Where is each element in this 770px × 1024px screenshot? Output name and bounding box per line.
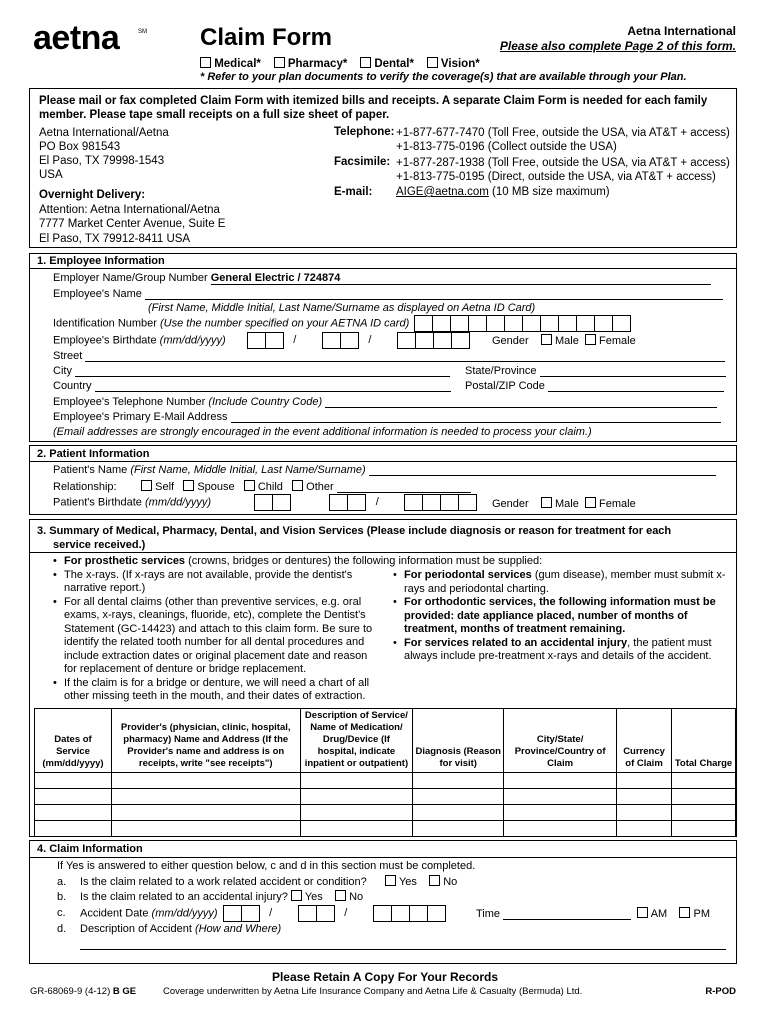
claim-question-a [57,875,457,888]
accident-yes-checkbox[interactable] [291,890,302,901]
yes-label: Yes [398,876,417,888]
date-separator: / [344,907,348,920]
postal-input[interactable] [548,381,724,392]
address-line: USA [39,169,63,181]
employee-email-hint: (Email addresses are strongly encouraged in the event additional information is needed to process your claim.) [53,426,592,438]
employer-input[interactable]: General Electric / 724874 [211,272,711,285]
street-label: Street [53,350,83,362]
email-note: (10 MB size maximum) [488,186,610,198]
date-separator: / [293,334,297,347]
form-code [30,986,136,997]
am-checkbox[interactable] [637,907,648,918]
col-currency: Currency of Claim [617,709,672,773]
dental-checkbox[interactable] [360,57,371,68]
question-text: Description of Accident [80,923,192,935]
patient-female-checkbox[interactable] [585,497,596,508]
patient-name-input[interactable] [369,465,716,476]
question-letter: a. [57,876,67,888]
id-hint: (Use the number specified on your AETNA ID card) [160,317,410,330]
vision-checkbox[interactable] [427,57,438,68]
patient-name-row [53,464,716,476]
page-title: Claim Form [200,24,333,51]
col-description: Description of Service/ Name of Medication/ Drug/Device (If hospital, indicate inpatient or outpatient) [300,709,413,773]
address-line: 7777 Market Center Avenue, Suite E [39,218,226,230]
city-input[interactable] [75,366,450,377]
coverage-options [200,57,480,70]
patient-name-label: Patient's Name [53,464,128,476]
underwriter-note: Coverage underwritten by Aetna Life Insurance Company and Aetna Life & Casualty (Bermuda) Ltd. [163,986,583,997]
vision-label: Vision* [440,58,480,70]
accident-day[interactable] [298,905,335,922]
employee-gender [492,334,636,347]
patient-birthdate-hint: (mm/dd/yyyy) [145,496,211,509]
relationship-label: Relationship: [53,481,117,493]
logo-service-mark: SM [138,29,147,35]
birthdate-hint: (mm/dd/yyyy) [159,334,226,347]
patient-name-hint: (First Name, Middle Initial, Last Name/Surname) [130,464,366,476]
claim-section-title: 4. Claim Information [37,843,143,855]
form-flags: B GE [112,986,137,997]
overnight-address [39,188,225,246]
employee-name-input[interactable] [145,289,723,300]
employee-phone-row [53,396,717,408]
email-label: E-mail: [334,186,373,198]
rpod-code: R-POD [705,986,736,997]
pharmacy-checkbox[interactable] [274,57,285,68]
spouse-checkbox[interactable] [183,480,194,491]
address-line: Attention: Aetna International/Aetna [39,203,220,216]
self-checkbox[interactable] [141,480,152,491]
employee-email-input[interactable] [231,412,721,423]
col-location: City/State/ Province/Country of Claim [504,709,617,773]
employee-name-hint: (First Name, Middle Initial, Last Name/Surname as displayed on Aetna ID Card) [148,302,536,314]
services-table [34,708,736,837]
pharmacy-label: Pharmacy* [287,58,348,70]
fax-label: Facsimile: [334,156,391,168]
pm-checkbox[interactable] [679,907,690,918]
form-code-text: GR-68069-9 (4-12) [30,986,111,997]
question-text: Is the claim related to an accidental injury? [80,891,288,903]
phone-line: +1-813-775-0196 (Collect outside the USA) [396,141,617,153]
mailing-address [39,126,169,182]
claim-question-b [57,890,363,903]
fax-line: +1-877-287-1938 (Toll Free, outside the USA, via AT&T + access) [396,157,730,169]
id-number-boxes[interactable] [414,315,631,332]
question-letter: b. [57,891,67,903]
other-checkbox[interactable] [292,480,303,491]
country-row [53,380,451,392]
city-label: City [53,365,72,377]
city-row [53,365,450,377]
table-header-row [35,709,736,773]
address-line: El Paso, TX 79912-8411 USA [39,232,191,245]
services-title-line: service received.) [53,539,146,551]
employer-row [53,272,727,285]
birthdate-label: Employee's Birthdate [53,334,157,347]
employer-label: Employer Name/Group Number [53,272,208,284]
email-link[interactable]: AIGE@aetna.com [396,186,489,198]
employee-email-row [53,411,721,423]
patient-gender [492,497,636,510]
employee-email-label: Employee's Primary E-Mail Address [53,411,228,423]
question-text: Is the claim related to a work related accident or condition? [80,876,367,888]
street-row [53,350,725,362]
relationship-row [53,480,471,493]
col-total: Total Charge [672,709,736,773]
question-letter: d. [57,923,67,935]
work-related-yes-checkbox[interactable] [385,875,396,886]
accident-date-hint: (mm/dd/yyyy) [151,907,218,920]
org-name: Aetna International [627,24,736,38]
telephone-numbers [396,126,730,154]
accident-description-line[interactable] [80,949,726,950]
other-label: Other [306,481,334,493]
fax-numbers [396,156,730,184]
medical-checkbox[interactable] [200,57,211,68]
postal-label: Postal/ZIP Code [465,380,545,392]
accident-year[interactable] [373,905,446,922]
id-number-row [53,315,631,332]
male-label: Male [555,335,579,347]
coverage-note: * Refer to your plan documents to verify the coverage(s) that are available through your Plan. [200,71,687,83]
male-label: Male [555,498,579,510]
overnight-label: Overnight Delivery: [39,189,146,201]
accident-month[interactable] [223,905,260,922]
employee-female-checkbox[interactable] [585,334,596,345]
table-row[interactable] [35,789,736,805]
bullet-item: • For periodontal services (gum disease), member must submit x-rays and periodontal charting. [392,569,728,596]
employee-birthdate-row [53,332,470,349]
spouse-label: Spouse [197,481,235,493]
employee-name-row [53,288,727,300]
gender-label: Gender [492,335,529,347]
patient-birth-day[interactable] [329,494,366,511]
patient-birth-year[interactable] [404,494,477,511]
services-left-bullets [52,555,543,704]
services-title-line: 3. Summary of Medical, Pharmacy, Dental, and Vision Services (Please include diagnosis or reason for treatment for each [37,525,672,537]
yes-label: Yes [304,891,323,903]
date-separator: / [269,907,273,920]
services-right-bullets [392,569,728,664]
bullet-item: • For orthodontic services, the following information must be provided: date appliance placed, number of months of treatment, months of treatment remaining. [392,596,728,637]
self-label: Self [155,481,175,493]
services-section-title [37,524,732,552]
no-label: No [349,891,364,903]
employee-phone-input[interactable] [325,397,717,408]
patient-section-title: 2. Patient Information [37,448,150,460]
street-input[interactable] [85,351,725,362]
other-relationship-input[interactable] [337,482,471,493]
fax-line: +1-813-775-0195 (Direct, outside the USA, via AT&T + access) [396,171,716,183]
am-label: AM [650,908,668,920]
retain-copy-note: Please Retain A Copy For Your Records [271,970,499,984]
postal-row [465,380,724,392]
dental-label: Dental* [374,58,414,70]
date-separator: / [368,334,372,347]
female-label: Female [599,335,636,347]
employee-name-label: Employee's Name [53,288,142,300]
country-label: Country [53,380,92,392]
work-related-no-checkbox[interactable] [429,875,440,886]
question-text: Accident Date [80,907,149,920]
telephone-label: Telephone: [334,126,395,138]
description-hint: (How and Where) [194,923,282,935]
aetna-logo: aetna [33,19,120,57]
address-line: Aetna International/Aetna [39,127,169,139]
address-line: PO Box 981543 [39,141,121,153]
patient-male-checkbox[interactable] [541,497,552,508]
phone-line: +1-877-677-7470 (Toll Free, outside the USA, via AT&T + access) [396,127,730,139]
gender-label: Gender [492,498,529,510]
date-separator: / [375,496,379,509]
table-row[interactable] [35,773,736,789]
claim-question-d [57,923,281,935]
col-dates: Dates of Service (mm/dd/yyyy) [35,709,112,773]
claim-intro: If Yes is answered to either question below, c and d in this section must be completed. [57,860,476,872]
patient-birth-month[interactable] [254,494,291,511]
accident-time [476,907,710,920]
bullet-item: • For all dental claims (other than preventive services, e.g. oral exams, x-rays, cleanings, fluoride, etc), complete the Dentist's Statement (GC-14423) and attach to this claim form. Be sure to identify the related tooth number for all dental procedures and include extraction dates or original placement date and reason for replacement of denture or bridge replacement. [52,596,374,677]
patient-birthdate-label: Patient's Birthdate [53,496,142,509]
medical-label: Medical* [214,58,261,70]
bullet-item: • For prosthetic services (crowns, bridges or dentures) the following information must be supplied: [52,555,552,569]
patient-birthdate-row [53,494,477,511]
accident-no-checkbox[interactable] [335,890,346,901]
phone-hint: (Include Country Code) [208,396,323,408]
question-letter: c. [57,907,66,920]
employee-birth-month[interactable] [247,332,284,349]
time-label: Time [476,908,501,920]
table-row[interactable] [35,821,736,837]
time-input[interactable] [503,909,631,920]
table-row[interactable] [35,805,736,821]
col-diagnosis: Diagnosis (Reason for visit) [413,709,504,773]
claim-question-c [57,905,446,922]
employee-section-title: 1. Employee Information [37,255,165,267]
no-label: No [443,876,458,888]
state-row [465,365,726,377]
state-label: State/Province [465,365,537,377]
bullet-item: • For services related to an accidental injury, the patient must always include pre-treatment x-rays and details of the accident. [392,637,728,664]
address-line: El Paso, TX 79998-1543 [39,155,165,167]
pm-label: PM [693,908,710,920]
id-label: Identification Number [53,317,157,330]
complete-page2-note: Please also complete Page 2 of this form. [499,39,736,53]
email-contact [396,186,610,198]
bullet-item: • If the claim is for a bridge or denture, we will need a chart of all other missing teeth in the mouth, and their dates of extraction. [52,677,374,704]
child-checkbox[interactable] [244,480,255,491]
female-label: Female [599,498,636,510]
bullet-item: • The x-rays. (If x-rays are not available, provide the dentist's narrative report.) [52,569,374,596]
state-input[interactable] [540,366,726,377]
employee-birth-day[interactable] [322,332,359,349]
country-input[interactable] [95,381,451,392]
child-label: Child [257,481,283,493]
mail-instructions: Please mail or fax completed Claim Form with itemized bills and receipts. A separate Claim Form is needed for each family member. Please tape small receipts on a full size sheet of paper. [39,95,708,121]
phone-label: Employee's Telephone Number [53,396,206,408]
employee-male-checkbox[interactable] [541,334,552,345]
col-provider: Provider's (physician, clinic, hospital, pharmacy) Name and Address (If the Provider's name and address is on receipts, write "see receipts") [111,709,300,773]
employee-birth-year[interactable] [397,332,470,349]
